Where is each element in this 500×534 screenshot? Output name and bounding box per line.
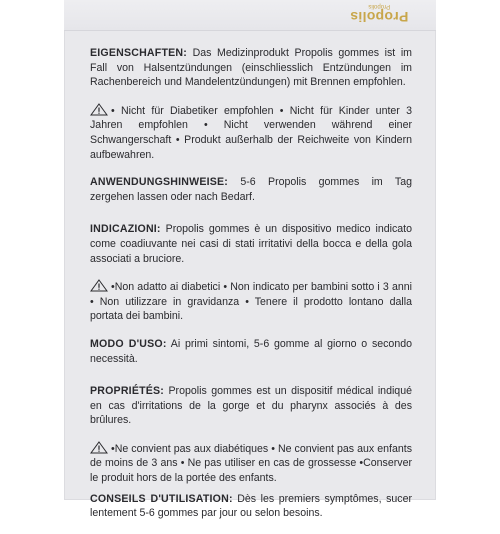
de-usage-heading: ANWENDUNGSHINWEISE: <box>90 176 228 189</box>
leaflet-text <box>90 46 412 534</box>
fr-properties-heading: PROPRIÉTÉS: <box>90 385 165 398</box>
it-warnings-text: •Non adatto ai diabetici • Non indicato per bambini sotto i 3 anni • Non utilizzare in gravidanza • Tenere il prodotto lontano dalla portata dei bambini. <box>90 281 412 323</box>
de-usage <box>90 175 412 204</box>
logo-subtext: Propolis <box>368 3 391 9</box>
logo-word: Propolis <box>350 9 409 25</box>
fr-warnings-text: •Ne convient pas aux diabétiques • Ne convient pas aux enfants de moins de 3 ans • Ne pas utiliser en cas de grossesse •Conserver le produit hors de la portée des enfants. <box>90 442 412 485</box>
it-properties-heading: INDICAZIONI: <box>90 223 161 236</box>
de-properties <box>90 46 412 90</box>
de-usage-text: 5-6 Propolis gommes im Tag zergehen lassen oder nach Bedarf. <box>90 176 412 203</box>
box-top-flap <box>64 0 436 31</box>
fr-usage-text: Dès les premiers symptômes, sucer lentement 5-6 gommes par jour ou selon besoins. <box>90 492 412 520</box>
it-usage <box>90 337 412 366</box>
de-warnings-text: • Nicht für Diabetiker empfohlen • Nicht für Kinder unter 3 Jahren empfohlen • Nicht verwenden während einer Schwangerschaft • Produkt außerhalb der Reichweite von Kindern aufbewahren. <box>90 104 412 161</box>
warning-triangle-icon <box>90 441 108 454</box>
de-warnings <box>90 103 412 162</box>
it-usage-text: Ai primi sintomi, 5-6 gomme al giorno o secondo necessità. <box>90 337 412 365</box>
fr-properties-text: Propolis gommes est un dispositif médical indiqué en cas d'irritations de la gorge et du pharynx associés à des brûlures. <box>90 385 412 427</box>
warning-triangle-icon <box>90 279 108 292</box>
fr-usage <box>90 492 412 521</box>
warning-triangle-icon <box>90 103 108 116</box>
it-usage-heading: MODO D'USO: <box>90 337 167 350</box>
fr-properties <box>90 384 412 428</box>
de-properties-heading: EIGENSCHAFTEN: <box>90 47 187 59</box>
it-properties <box>90 222 412 266</box>
it-warnings <box>90 279 412 324</box>
it-properties-text: Propolis gommes è un dispositivo medico indicato come coadiuvante nei casi di stati irritativi della bocca e della gola associati a bruciore. <box>90 223 412 265</box>
fr-usage-heading: CONSEILS D'UTILISATION: <box>90 492 233 505</box>
brand-logo <box>350 3 408 24</box>
fr-warnings <box>90 441 412 486</box>
de-properties-text: Das Medizinprodukt Propolis gommes ist im Fall von Halsentzündungen (einschliesslich Entzündungen im Rachenbereich und Mandelentzündungen) mit Brennen empfohlen. <box>90 47 413 89</box>
